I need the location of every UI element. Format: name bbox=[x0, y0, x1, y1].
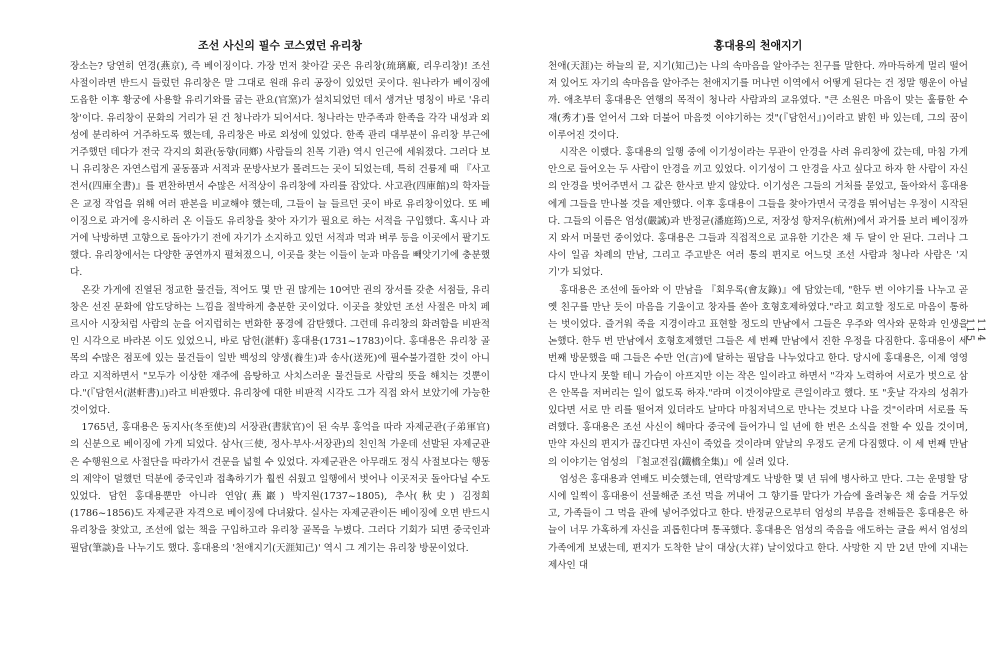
page-number-right: 115 bbox=[964, 318, 975, 344]
left-page bbox=[70, 38, 490, 557]
left-paragraph-3: 1765년, 홍대용은 동지사(冬至使)의 서장관(書狀官)이 된 숙부 홍억을 따라 자제군관(子弟軍官)의 신분으로 베이징에 가게 되었다. 삼사(三使, 정사·부사·서장관)의 친인척 가운데 선발된 자제군관은 수행원으로 사절단을 따라가서 견문을 넓힐 수 있었다. 자제군관은 아무래도 정식 사절보다는 행동의 제약이 덜했던 덕분에 중국인과 접촉하기가 훨씬 쉬웠고 일행에서 벗어나 이곳저곳 돌아다닐 수도 있었다. 담헌 홍대용뿐만 아니라 연암(燕巖) 박지원(1737~1805), 추사(秋史) 김정희(1786~1856)도 자제군관 자격으로 베이징에 다녀왔다. 실사는 자제군관이든 베이징에 오면 반드시 유리창을 찾았고, 조선에 없는 책을 구입하고라 유리창 골목을 누볐다. 그러다 기회가 되면 중국인과 필담(筆談)을 나누기도 했다. 홍대용의 '천애지기(天涯知己)' 역시 그 계기는 유리창 방문이었다. bbox=[70, 422, 490, 554]
right-page bbox=[548, 38, 968, 574]
page-numbers bbox=[964, 318, 986, 357]
left-paragraph-1: 장소는? 당연히 연경(燕京), 즉 베이징이다. 가장 먼저 찾아갈 곳은 유리창(琉璃廠, 리우리창)! 조선 사절이라면 반드시 들렀던 유리창은 말 그대로 원래 유리 공장이 있었던 곳이다. 원나라가 베이징에 도읍한 이후 황궁에 사용할 유리기와를 굽는 관요(官窯)가 설치되었던 데서 생겨난 명칭이 바로 '유리창'이다. 유리창이 문화의 거리가 된 건 청나라가 되어서다. 청나라는 만주족과 한족을 각각 내성과 외성에 분리하여 거주하도록 했는데, 유리창은 바로 외성에 있었다. 한족 관리 대부분이 유리창 부근에 거주했던 데다가 전국 각지의 회관(동향(同鄉) 사람들의 친목 기관) 역시 인근에 세워졌다. 그러다 보니 유리창은 자연스럽게 골동품과 서적과 문방사보가 몰려드는 곳이 되었는데, 특히 건륭제 때 『사고전서(四庫全書)』를 편찬하면서 수많은 서적상이 유리창에 자리를 잡았다. 사고관(四庫館)의 학자들은 교정 작업을 위해 여러 판본을 비교해야 했는데, 그들이 늘 들르던 곳이 바로 유리창이었다. 또 베이징으로 과거에 응시하러 온 이들도 유리창을 찾아 자기가 필요로 하는 서적을 구입했다. 혹시나 과거에 낙방하면 고향으로 돌아가기 전에 자기가 소지하고 있던 서적과 먹과 벼루 등을 이곳에서 팔기도 했다. 유리창에서는 다양한 공연까지 펼쳐졌으니, 이곳을 찾는 이들이 눈과 마음을 빼앗기기에 충분했다. bbox=[70, 61, 490, 279]
right-page-title: 홍대용의 천애지기 bbox=[713, 39, 803, 52]
right-paragraph-3: 홍대용은 조선에 돌아와 이 만남을 『회우록(會友錄)』에 담았는데, "한두 번 이야기를 나누고 곧 옛 친구를 만난 듯이 마음을 기울이고 창자를 쏟아 호형호제하였다."라고 회고할 정도로 마음이 통하는 벗이었다. 즐거워 죽을 지경이라고 표현할 정도의 만남에서 그들은 우주와 역사와 문학과 인생을 논했다. 한두 번 만남에서 호형호제했던 그들은 세 번째 만남에서 진한 우정을 다짐한다. 홍대용이 세 번째 방문했을 때 그들은 수만 언(言)에 달하는 필담을 나누었다고 한다. 당시에 홍대용은, 이제 영영 다시 만나지 못할 테니 가슴이 아프지만 이는 작은 일이라고 하면서 "각자 노력하여 서로가 벗으로 삼은 안목을 저버리는 일이 없도록 하자."라며 이것이야말로 큰일이라고 했다. 또 "훗날 각자의 성취가 있다면 서로 만 리를 떨어져 있더라도 날마다 마침저녁으로 만나는 것보다 나을 것"이라며 서로를 독려했다. 홍대용은 조선 사신이 해마다 중국에 들어가니 일 년에 한 번은 소식을 전할 수 있을 것이며, 만약 자신의 편지가 끊긴다면 자신이 죽었을 것이라며 앞날의 우정도 굳게 다짐했다. 이 세 번째 만남의 이야기는 엄성의 『철교전집(鐵橋全集)』에 실려 있다. bbox=[548, 284, 968, 468]
right-paragraph-4: 엄성은 홍대용과 연배도 비슷했는데, 연락망계도 낙방한 몇 년 뒤에 병사하고 만다. 그는 운명할 당시에 일찍이 홍대용이 선물해준 조선 먹을 꺼내어 그 향기를 맡다가 가슴에 올려놓은 채 숨을 거두었고, 가족들이 그 먹을 관에 넣어주었다고 한다. 반정균으로부터 엄성의 부음을 전해들은 홍대용은 하늘이 너무 가혹하게 자신을 괴롭힌다며 통곡했다. 홍대용은 엄성의 죽음을 애도하는 글을 써서 엄성의 가족에게 보냈는데, 편지가 도착한 날이 대상(大祥) 날이었다고 한다. 사망한 지 만 2년 만에 지내는 제사인 대 bbox=[548, 473, 968, 571]
right-paragraph-1: 천애(天涯)는 하늘의 끝, 지기(知己)는 나의 속마음을 알아주는 친구를 말한다. 까마득하게 멀리 떨어져 있어도 자기의 속마음을 알아주는 천애지기를 머나먼 이역에서 어떻게 된다는 건 정말 행운이 아닐까. 애초부터 홍대용은 연행의 목적이 청나라 사람과의 교유였다. "큰 소원은 마음이 맞는 훌륭한 수재(秀才)를 얻어서 그와 더불어 마음껏 이야기하는 것"(『담헌서』)이라고 밝힌 바 있는데, 그의 꿈이 이루어진 것이다. bbox=[548, 61, 968, 141]
left-paragraph-2: 온갖 가게에 진열된 정교한 물건들, 적어도 몇 만 권 많게는 10여만 권의 장서를 갖춘 서점들, 유리창은 선진 문화에 압도당하는 느낌을 절박하게 충분한 곳이었다. 이곳을 찾았던 조선 사절은 마치 페르시아 시장처럼 사람의 눈을 어지럽히는 번화한 풍경에 감탄했다. 그런데 유리창의 화려함을 비판적인 시각으로 바라본 이도 있었으니, 바로 담헌(湛軒) 홍대용(1731~1783)이다. 홍대용은 유리창 골목의 수많은 점포에 있는 물건들이 일반 백성의 양생(養生)과 송사(送死)에 필수불가결한 것이 아니라고 지적하면서 "모두가 이상한 재주에 음탕하고 사치스러운 물건들로 사람의 뜻을 해치는 것뿐이다."(『담헌서(湛軒書)』)라고 비판했다. 유리창에 대한 비판적 시각도 그가 직접 와서 보았기에 가능한 것이었다. bbox=[70, 284, 490, 417]
page-number-left: 114 bbox=[975, 318, 986, 344]
left-page-title: 조선 사신의 필수 코스였던 유리창 bbox=[197, 39, 363, 52]
right-paragraph-2: 시작은 이랬다. 홍대용의 일행 중에 이기성이라는 무관이 안경을 사려 유리창에 갔는데, 마침 가게 안으로 들어오는 두 사람이 안경을 끼고 있었다. 이기성이 그 안경을 사고 싶다고 하자 한 사람이 자신의 안경을 벗어주면서 그 값은 한사코 받지 않았다. 이기성은 그들의 거처를 묻었고, 돌아와서 홍대용에게 그들을 만나볼 것을 제안했다. 이후 홍대용이 그들을 찾아가면서 국경을 뛰어넘는 우정이 시작된다. 그들의 이름은 엄성(嚴誠)과 반정균(潘庭筠)으로, 저장성 항저우(杭州)에서 과거를 보러 베이징까지 와서 머물던 중이었다. 홍대용은 그들과 직접적으로 교유한 기간은 채 두 달이 안 된다. 그러나 그 사이 일곱 차례의 만남, 그리고 주고받은 여러 통의 편지로 어느덧 조선 사람과 청나라 사람은 '지기'가 되었다. bbox=[548, 147, 968, 279]
